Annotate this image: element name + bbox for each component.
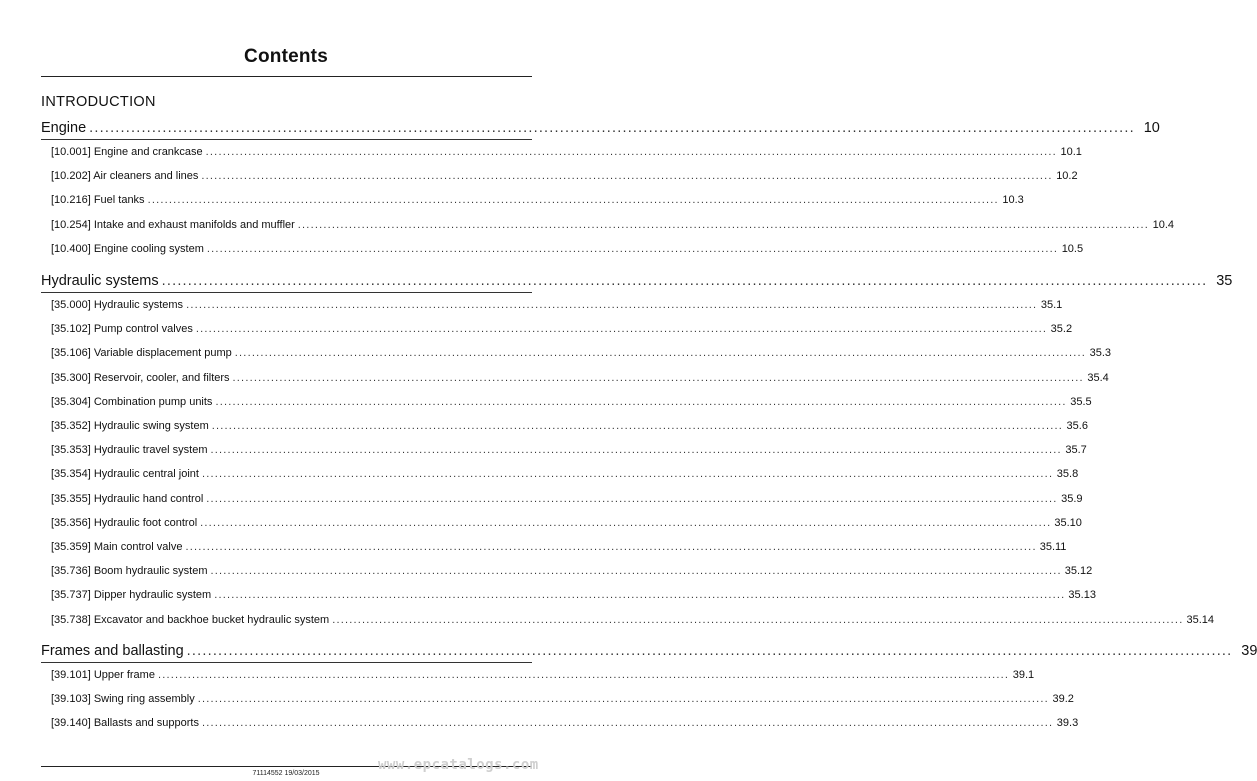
leader-dots: ........................................................................................................................................................................................................: [201, 717, 1054, 730]
toc-section[interactable]: [41, 120, 1160, 136]
toc-entry[interactable]: [51, 468, 1079, 481]
leader-dots: ........................................................................................................................................................................................................: [297, 218, 1150, 231]
entry-label: [39.101] Upper frame: [51, 669, 155, 681]
section-page: 35: [1216, 273, 1233, 289]
toc-entry[interactable]: [51, 444, 1087, 457]
entry-label: [39.103] Swing ring assembly: [51, 693, 195, 706]
title-rule: [41, 76, 532, 77]
entry-page: 35.7: [1065, 444, 1087, 457]
leader-dots: ........................................................................................................................................................................................................: [206, 492, 1058, 505]
toc-section[interactable]: [41, 273, 1233, 289]
leader-dots: ........................................................................................................................................................................................................: [201, 468, 1054, 481]
leader-dots: ........................................................................................................................................................................................................: [161, 273, 1208, 289]
leader-dots: ........................................................................................................................................................................................................: [210, 565, 1062, 578]
intro-heading[interactable]: INTRODUCTION: [41, 94, 156, 110]
document-reference: 71114552 19/03/2015: [252, 770, 320, 777]
leader-dots: ........................................................................................................................................................................................................: [205, 146, 1057, 158]
watermark: www.epcatalogs.com: [378, 757, 539, 773]
leader-dots: ........................................................................................................................................................................................................: [186, 643, 1233, 659]
toc-entry[interactable]: [51, 323, 1073, 336]
entry-page: 35.3: [1089, 347, 1112, 360]
leader-dots: ........................................................................................................................................................................................................: [232, 371, 1084, 384]
leader-dots: ........................................................................................................................................................................................................: [195, 323, 1048, 336]
entry-page: 35.5: [1070, 395, 1092, 408]
toc-entry[interactable]: [51, 669, 1035, 681]
page-title: Contents: [244, 46, 328, 67]
section-page: 39: [1241, 643, 1257, 659]
section-rule: [41, 139, 532, 140]
section-title: Frames and ballasting: [41, 643, 184, 659]
entry-label: [35.356] Hydraulic foot control: [51, 516, 198, 529]
entry-label: [35.106] Variable displacement pump: [51, 347, 232, 360]
entry-label: [35.355] Hydraulic hand control: [51, 492, 204, 505]
entry-page: 35.13: [1068, 589, 1096, 602]
entry-page: 35.1: [1040, 299, 1063, 311]
toc-entry[interactable]: [51, 693, 1074, 706]
leader-dots: ........................................................................................................................................................................................................: [89, 120, 1135, 136]
leader-dots: ........................................................................................................................................................................................................: [215, 395, 1067, 408]
entry-label: [35.304] Combination pump units: [51, 395, 213, 408]
leader-dots: ........................................................................................................................................................................................................: [197, 693, 1049, 706]
entry-label: [10.202] Air cleaners and lines: [51, 170, 199, 183]
toc-entry[interactable]: [51, 347, 1112, 360]
entry-page: 35.9: [1061, 492, 1083, 505]
entry-label: [35.354] Hydraulic central joint: [51, 468, 199, 481]
toc-entry[interactable]: [51, 242, 1084, 255]
entry-label: [35.300] Reservoir, cooler, and filters: [51, 371, 230, 384]
toc-entry[interactable]: [51, 589, 1096, 602]
entry-page: 35.2: [1050, 323, 1073, 336]
leader-dots: ........................................................................................................................................................................................................: [234, 347, 1087, 360]
toc-entry[interactable]: [51, 194, 1024, 207]
entry-page: 10.3: [1002, 194, 1024, 207]
entry-page: 10.4: [1152, 218, 1175, 231]
leader-dots: ........................................................................................................................................................................................................: [211, 420, 1063, 432]
entry-label: [10.001] Engine and crankcase: [51, 146, 203, 158]
entry-label: [35.359] Main control valve: [51, 541, 183, 553]
entry-label: [10.254] Intake and exhaust manifolds and muffler: [51, 218, 295, 231]
entry-label: [10.216] Fuel tanks: [51, 194, 145, 207]
toc-section[interactable]: [41, 643, 1257, 659]
entry-label: [35.352] Hydraulic swing system: [51, 420, 209, 432]
entry-label: [35.738] Excavator and backhoe bucket hydraulic system: [51, 613, 330, 626]
section-title: Engine: [41, 120, 87, 136]
section-rule: [41, 292, 532, 293]
leader-dots: ........................................................................................................................................................................................................: [206, 242, 1059, 255]
section-title: Hydraulic systems: [41, 273, 159, 289]
entry-label: [10.400] Engine cooling system: [51, 242, 204, 255]
entry-page: 35.11: [1039, 541, 1067, 553]
toc-entry[interactable]: [51, 541, 1067, 553]
leader-dots: ........................................................................................................................................................................................................: [200, 516, 1052, 529]
toc-entry[interactable]: [51, 395, 1092, 408]
entry-page: 35.10: [1054, 516, 1082, 529]
entry-page: 39.2: [1052, 693, 1074, 706]
leader-dots: ........................................................................................................................................................................................................: [201, 170, 1053, 183]
section-page: 10: [1143, 120, 1160, 136]
leader-dots: ........................................................................................................................................................................................................: [210, 444, 1062, 457]
toc-entry[interactable]: [51, 613, 1214, 626]
entry-page: 35.8: [1056, 468, 1079, 481]
toc-entry[interactable]: [51, 146, 1082, 158]
entry-page: 10.1: [1060, 146, 1082, 158]
entry-page: 35.12: [1064, 565, 1093, 578]
leader-dots: ........................................................................................................................................................................................................: [332, 613, 1184, 626]
leader-dots: ........................................................................................................................................................................................................: [214, 589, 1066, 602]
entry-page: 39.1: [1012, 669, 1035, 681]
entry-label: [39.140] Ballasts and supports: [51, 717, 199, 730]
entry-label: [35.353] Hydraulic travel system: [51, 444, 208, 457]
entry-page: 35.14: [1186, 613, 1214, 626]
entry-label: [35.102] Pump control valves: [51, 323, 193, 336]
entry-page: 10.5: [1061, 242, 1084, 255]
toc-entry[interactable]: [51, 371, 1109, 384]
toc-entry[interactable]: [51, 565, 1093, 578]
entry-page: 35.4: [1087, 371, 1109, 384]
entry-label: [35.736] Boom hydraulic system: [51, 565, 208, 578]
leader-dots: ........................................................................................................................................................................................................: [157, 669, 1010, 681]
entry-page: 10.2: [1056, 170, 1078, 183]
toc-entry[interactable]: [51, 420, 1088, 432]
toc-entry[interactable]: [51, 717, 1079, 730]
leader-dots: ........................................................................................................................................................................................................: [147, 194, 999, 207]
entry-page: 39.3: [1056, 717, 1079, 730]
leader-dots: ........................................................................................................................................................................................................: [186, 299, 1038, 311]
toc-entry[interactable]: [51, 170, 1078, 183]
toc-entry[interactable]: [51, 299, 1063, 311]
toc-entry[interactable]: [51, 218, 1175, 231]
entry-label: [35.737] Dipper hydraulic system: [51, 589, 212, 602]
leader-dots: ........................................................................................................................................................................................................: [185, 541, 1037, 553]
entry-label: [35.000] Hydraulic systems: [51, 299, 184, 311]
entry-page: 35.6: [1066, 420, 1088, 432]
toc-entry[interactable]: [51, 492, 1083, 505]
toc-entry[interactable]: [51, 516, 1082, 529]
section-rule: [41, 662, 532, 663]
